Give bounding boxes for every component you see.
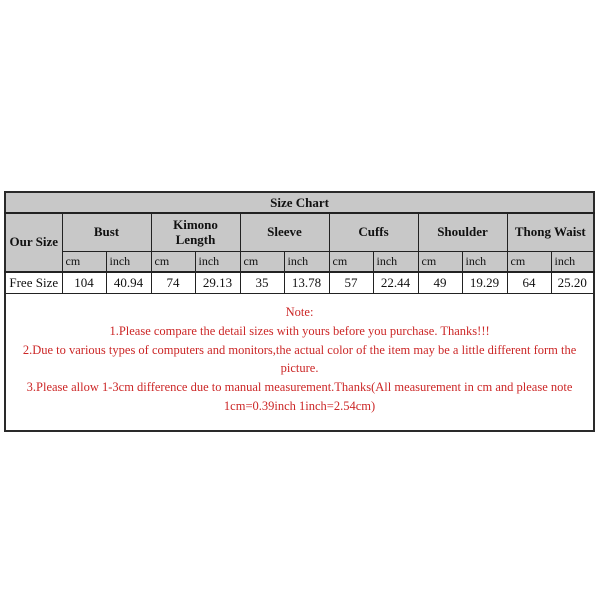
value-sleeve-cm: 35 xyxy=(240,272,284,294)
title-row xyxy=(5,192,594,213)
unit-bust-cm: cm xyxy=(62,252,106,273)
note-heading: Note: xyxy=(285,305,314,319)
col-group-shoulder: Shoulder xyxy=(418,213,507,252)
note-row xyxy=(5,294,594,432)
note-line-2: 2.Due to various types of computers and monitors,the actual color of the item may be a little different form the picture. xyxy=(22,342,577,376)
unit-kimono-cm: cm xyxy=(151,252,195,273)
value-shoulder-cm: 49 xyxy=(418,272,462,294)
value-bust-inch: 40.94 xyxy=(106,272,151,294)
note-box xyxy=(5,294,594,432)
col-group-bust: Bust xyxy=(62,213,151,252)
size-chart-table xyxy=(4,191,595,432)
unit-thong-waist-cm: cm xyxy=(507,252,551,273)
col-group-cuffs: Cuffs xyxy=(329,213,418,252)
value-cuffs-inch: 22.44 xyxy=(373,272,418,294)
unit-kimono-inch: inch xyxy=(195,252,240,273)
unit-sleeve-inch: inch xyxy=(284,252,329,273)
col-group-kimono-length: Kimono Length xyxy=(151,213,240,252)
value-cuffs-cm: 57 xyxy=(329,272,373,294)
note-line-1: 1.Please compare the detail sizes with yours before you purchase. Thanks!!! xyxy=(109,323,490,338)
unit-row xyxy=(5,252,594,273)
value-thong-waist-cm: 64 xyxy=(507,272,551,294)
value-sleeve-inch: 13.78 xyxy=(284,272,329,294)
note-content xyxy=(10,303,589,416)
unit-cuffs-cm: cm xyxy=(329,252,373,273)
unit-sleeve-cm: cm xyxy=(240,252,284,273)
column-group-row xyxy=(5,213,594,252)
value-bust-cm: 104 xyxy=(62,272,106,294)
table-row-free-size xyxy=(5,272,594,294)
col-group-sleeve: Sleeve xyxy=(240,213,329,252)
unit-thong-waist-inch: inch xyxy=(551,252,594,273)
unit-bust-inch: inch xyxy=(106,252,151,273)
size-chart-title: Size Chart xyxy=(5,192,594,213)
value-kimono-cm: 74 xyxy=(151,272,195,294)
value-kimono-inch: 29.13 xyxy=(195,272,240,294)
row-label-free-size: Free Size xyxy=(5,272,62,294)
col-header-our-size: Our Size xyxy=(5,213,62,272)
col-group-thong-waist: Thong Waist xyxy=(507,213,594,252)
note-line-3: 3.Please allow 1-3cm difference due to manual measurement.Thanks(All measurement in cm and please note 1cm=0.39inch 1inch=2.54cm) xyxy=(26,380,573,413)
value-thong-waist-inch: 25.20 xyxy=(551,272,594,294)
unit-shoulder-inch: inch xyxy=(462,252,507,273)
value-shoulder-inch: 19.29 xyxy=(462,272,507,294)
unit-shoulder-cm: cm xyxy=(418,252,462,273)
unit-cuffs-inch: inch xyxy=(373,252,418,273)
